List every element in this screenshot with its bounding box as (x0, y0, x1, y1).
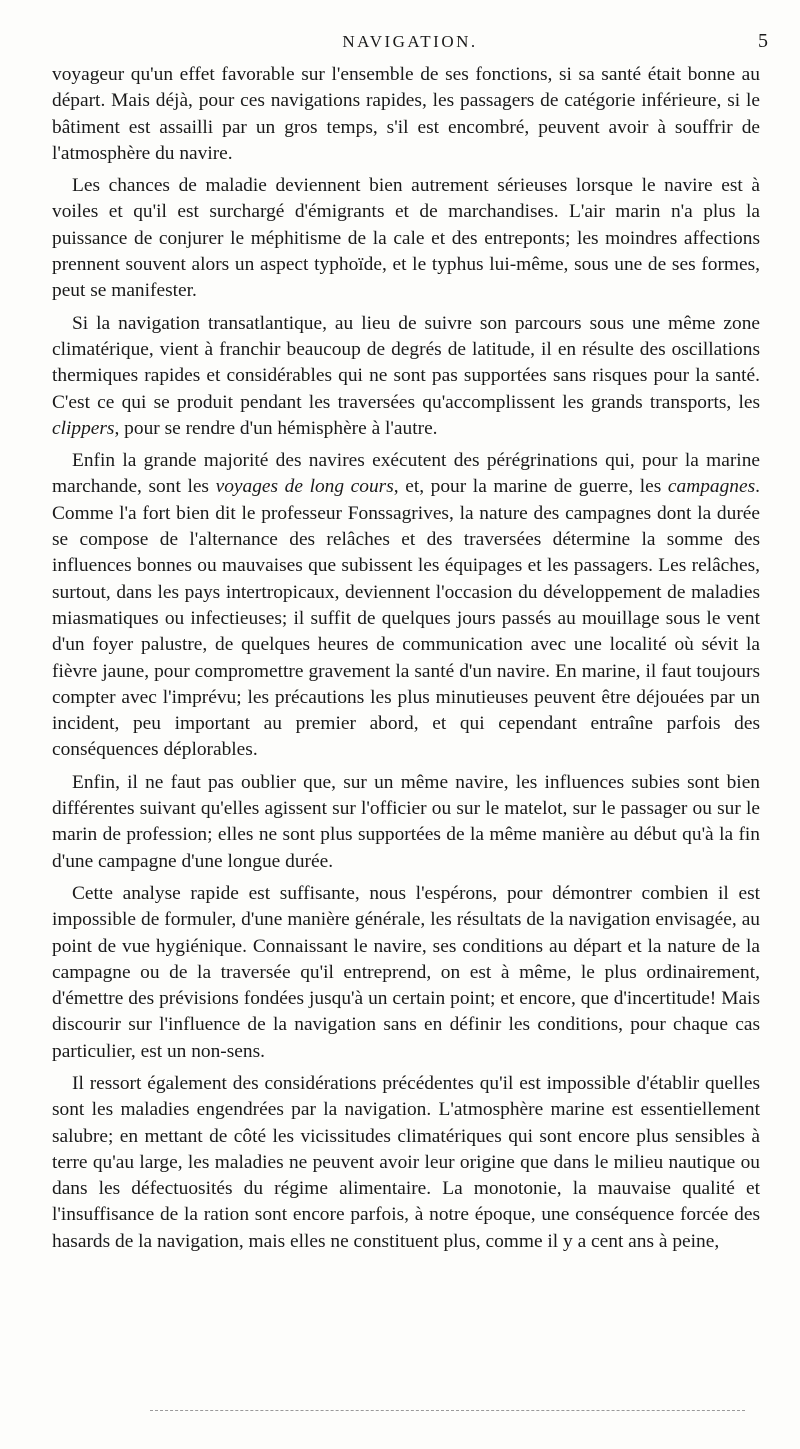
paragraph (52, 770, 760, 875)
paragraph-text: Si la navigation transatlantique, au lieu de suivre son parcours sous une même zone climatérique, vient à franchir beaucoup de degrés de latitude, il en résulte des oscillations thermiques rapides et considérables qui ne sont pas supportées sans risques pour la santé. C'est ce qui se produit pendant les traversées qu'accomplissent les grands transports, les (52, 312, 760, 413)
paragraph-text: Il ressort également des considérations précédentes qu'il est impossible d'établir quelles sont les maladies engendrées par la navigation. L'atmosphère marine est essentiellement salubre; en mettant de côté les vicissitudes climatériques qui sont encore plus sensibles à terre qu'au large, les maladies ne peuvent avoir leur origine que dans le milieu nautique ou dans les défectuosités du régime alimentaire. La monotonie, la mauvaise qualité et l'insuffisance de la ration sont encore parfois, à notre époque, une conséquence forcée des hasards de la navigation, mais elles ne constituent plus, comme il y a cent ans à peine, (52, 1072, 760, 1252)
italic-term: voyages de long cours (215, 476, 394, 498)
paragraph-text: Enfin la grande majorité des navires exécutent des pérégrinations qui, pour la marine marchande, sont les (52, 450, 760, 498)
paragraph-text: Enfin, il ne faut pas oublier que, sur un même navire, les influences subies sont bien différentes suivant qu'elles agissent sur l'officier ou sur le matelot, sur le passager ou sur le marin de profession; elles ne sont plus supportées de la même manière au début qu'à la fin d'une campagne d'une longue durée. (52, 771, 760, 872)
paragraph-text: , et, pour la marine de guerre, les (393, 476, 668, 498)
italic-term: clippers (52, 417, 115, 439)
page-number: 5 (758, 30, 768, 52)
paragraph (52, 881, 760, 1065)
paragraph-text: voyageur qu'un effet favorable sur l'ensemble de ses fonctions, si sa santé était bonne au départ. Mais déjà, pour ces navigations rapides, les passagers de catégorie inférieure, si le bâtiment est assailli par un gros temps, s'il est encombré, peuvent avoir à souffrir de l'atmosphère du navire. (52, 64, 760, 164)
running-title: NAVIGATION. (342, 32, 478, 51)
body-text (52, 62, 760, 1261)
paragraph (52, 1071, 760, 1255)
page-header (52, 30, 768, 56)
paragraph (52, 173, 760, 304)
paragraph-text: Les chances de maladie deviennent bien autrement sérieuses lorsque le navire est à voiles et qu'il est surchargé d'émigrants et de marchandises. L'air marin n'a plus la puissance de conjurer le méphitisme de la cale et des entreponts; les moindres affections prennent souvent alors un aspect typhoïde, et le typhus lui-même, sous une de ses formes, peut se manifester. (52, 175, 760, 302)
italic-term: campagnes (667, 476, 756, 498)
footer-divider (150, 1410, 745, 1411)
paragraph (52, 311, 760, 442)
paragraph (52, 448, 760, 764)
paragraph-text: . Comme l'a fort bien dit le professeur Fonssagrives, la nature des campagnes dont la durée se compose de l'alternance des relâches et des traversées détermine la somme des influences bonnes ou mauvaises que subissent les équipages et les passagers. Les relâches, surtout, dans les pays intertropicaux, deviennent l'occasion du développement de maladies miasmatiques ou infectieuses; il suffit de quelques jours passés au mouillage sous le vent d'un foyer palustre, de quelques heures de communication avec une localité où sévit la fièvre jaune, pour compromettre gravement la santé d'un navire. En marine, il faut toujours compter avec l'imprévu; les précautions les plus minutieuses peuvent être déjouées par un incident, peu important au premier abord, et qui cependant entraîne parfois des conséquences déplorables. (52, 476, 760, 761)
paragraph-text: , pour se rendre d'un hémisphère à l'autre. (114, 417, 438, 439)
paragraph-text: Cette analyse rapide est suffisante, nous l'espérons, pour démontrer combien il est impossible de formuler, d'une manière générale, les résultats de la navigation envisagée, au point de vue hygiénique. Connaissant le navire, ses conditions au départ et la nature de la campagne ou de la traversée qu'il entreprend, on est à même, le plus ordinairement, d'émettre des prévisions fondées jusqu'à un certain point; et encore, que d'incertitude! Mais discourir sur l'influence de la navigation sans en définir les conditions, pour chaque cas particulier, est un non-sens. (52, 882, 760, 1062)
paragraph (52, 62, 760, 167)
